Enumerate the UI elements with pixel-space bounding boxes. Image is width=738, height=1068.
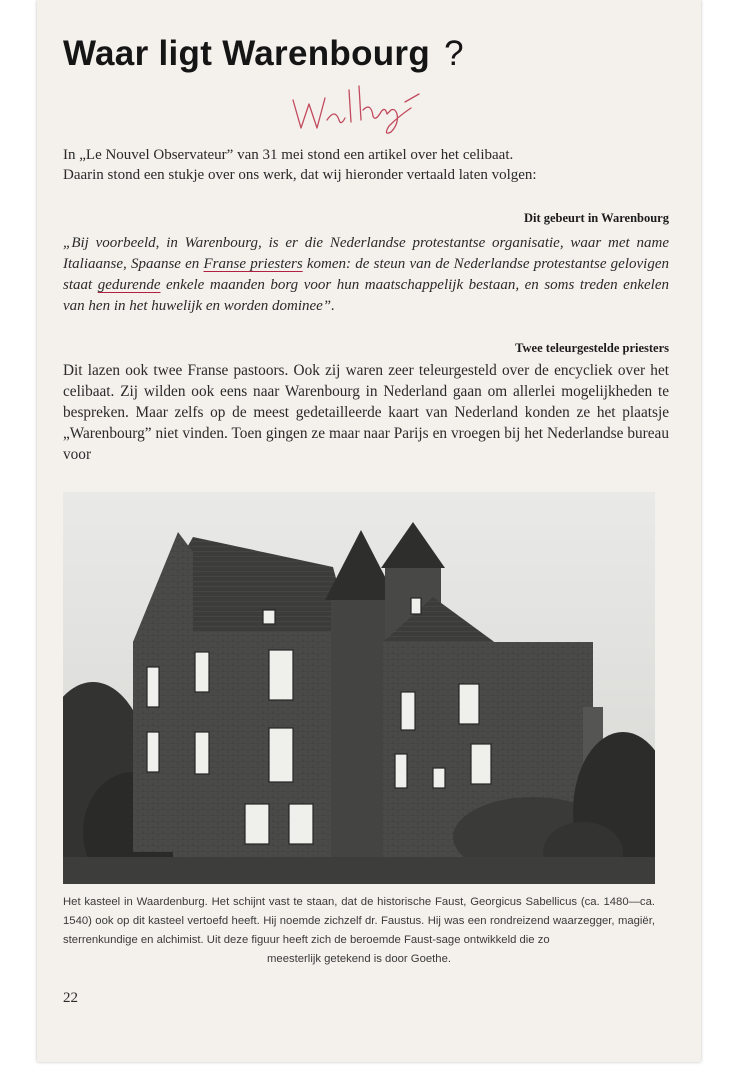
intro-line: In „Le Nouvel Observateur” van 31 mei stond een artikel over het celibaat.	[63, 147, 514, 163]
section-heading: Dit gebeurt in Warenbourg	[523, 211, 669, 225]
article-title	[63, 34, 464, 74]
photo-caption	[63, 893, 655, 969]
magazine-page	[37, 0, 701, 1062]
quote-text: komen: de steun van de Nederlandse protestantse gelovigen staat	[63, 256, 669, 293]
underlined-annotation: gedurende	[97, 277, 161, 293]
handwritten-annotation	[287, 80, 437, 140]
caption-last-line: meesterlijk getekend is door Goethe.	[267, 953, 451, 965]
intro-line: Daarin stond een stukje over ons werk, dat wij hieronder vertaald laten volgen:	[63, 167, 537, 183]
handwritten-waalburg-stroke	[293, 86, 419, 133]
castle-photo	[63, 492, 655, 884]
quote-text: enkele maanden borg voor hun maatschappelijk bestaan, en soms treden enkelen van hen in het huwelijk en worden dominee”.	[63, 277, 669, 314]
section-heading: Twee teleurgestelde priesters	[515, 341, 669, 355]
body-paragraph: Dit lazen ook twee Franse pastoors. Ook zij waren zeer teleurgesteld over de encycliek over het celibaat. Zij wilden ook eens naar Warenbourg in Nederland gaan om allerlei mogelijkheden te bespreken. Maar zelfs op de meest gedetailleerde kaart van Nederland konden ze het plaatsje „Warenbourg” niet vinden. Toen gingen ze maar naar Parijs en vroegen bij het Nederlandse bureau voor	[63, 362, 669, 463]
page-number: 22	[63, 990, 78, 1006]
caption-text: Het kasteel in Waardenburg. Het schijnt vast te staan, dat de historische Faust, Georgicus Sabellicus (ca. 1480—ca. 1540) ook op dit kasteel vertoefd heeft. Hij noemde zichzelf dr. Faustus. Hij was een rondreizend waarzegger, magiër, sterrenkundige en alchimist. Uit deze figuur heeft zich de beroemde Faust-sage ontwikkeld die zo	[63, 896, 655, 946]
castle-illustration	[63, 492, 655, 884]
underlined-annotation: Franse priesters	[203, 256, 303, 272]
ground	[63, 857, 655, 884]
quote-paragraph	[63, 233, 669, 317]
quote-text: „Bij voorbeeld, in Warenbourg, is er die Nederlandse protestantse organisatie, waar met name Italiaanse, Spaanse en	[63, 235, 669, 272]
intro-paragraph	[63, 145, 669, 185]
title-question-mark: ?	[444, 34, 464, 73]
round-tower	[331, 592, 391, 862]
article-title-text: Waar ligt Warenbourg	[63, 34, 431, 73]
